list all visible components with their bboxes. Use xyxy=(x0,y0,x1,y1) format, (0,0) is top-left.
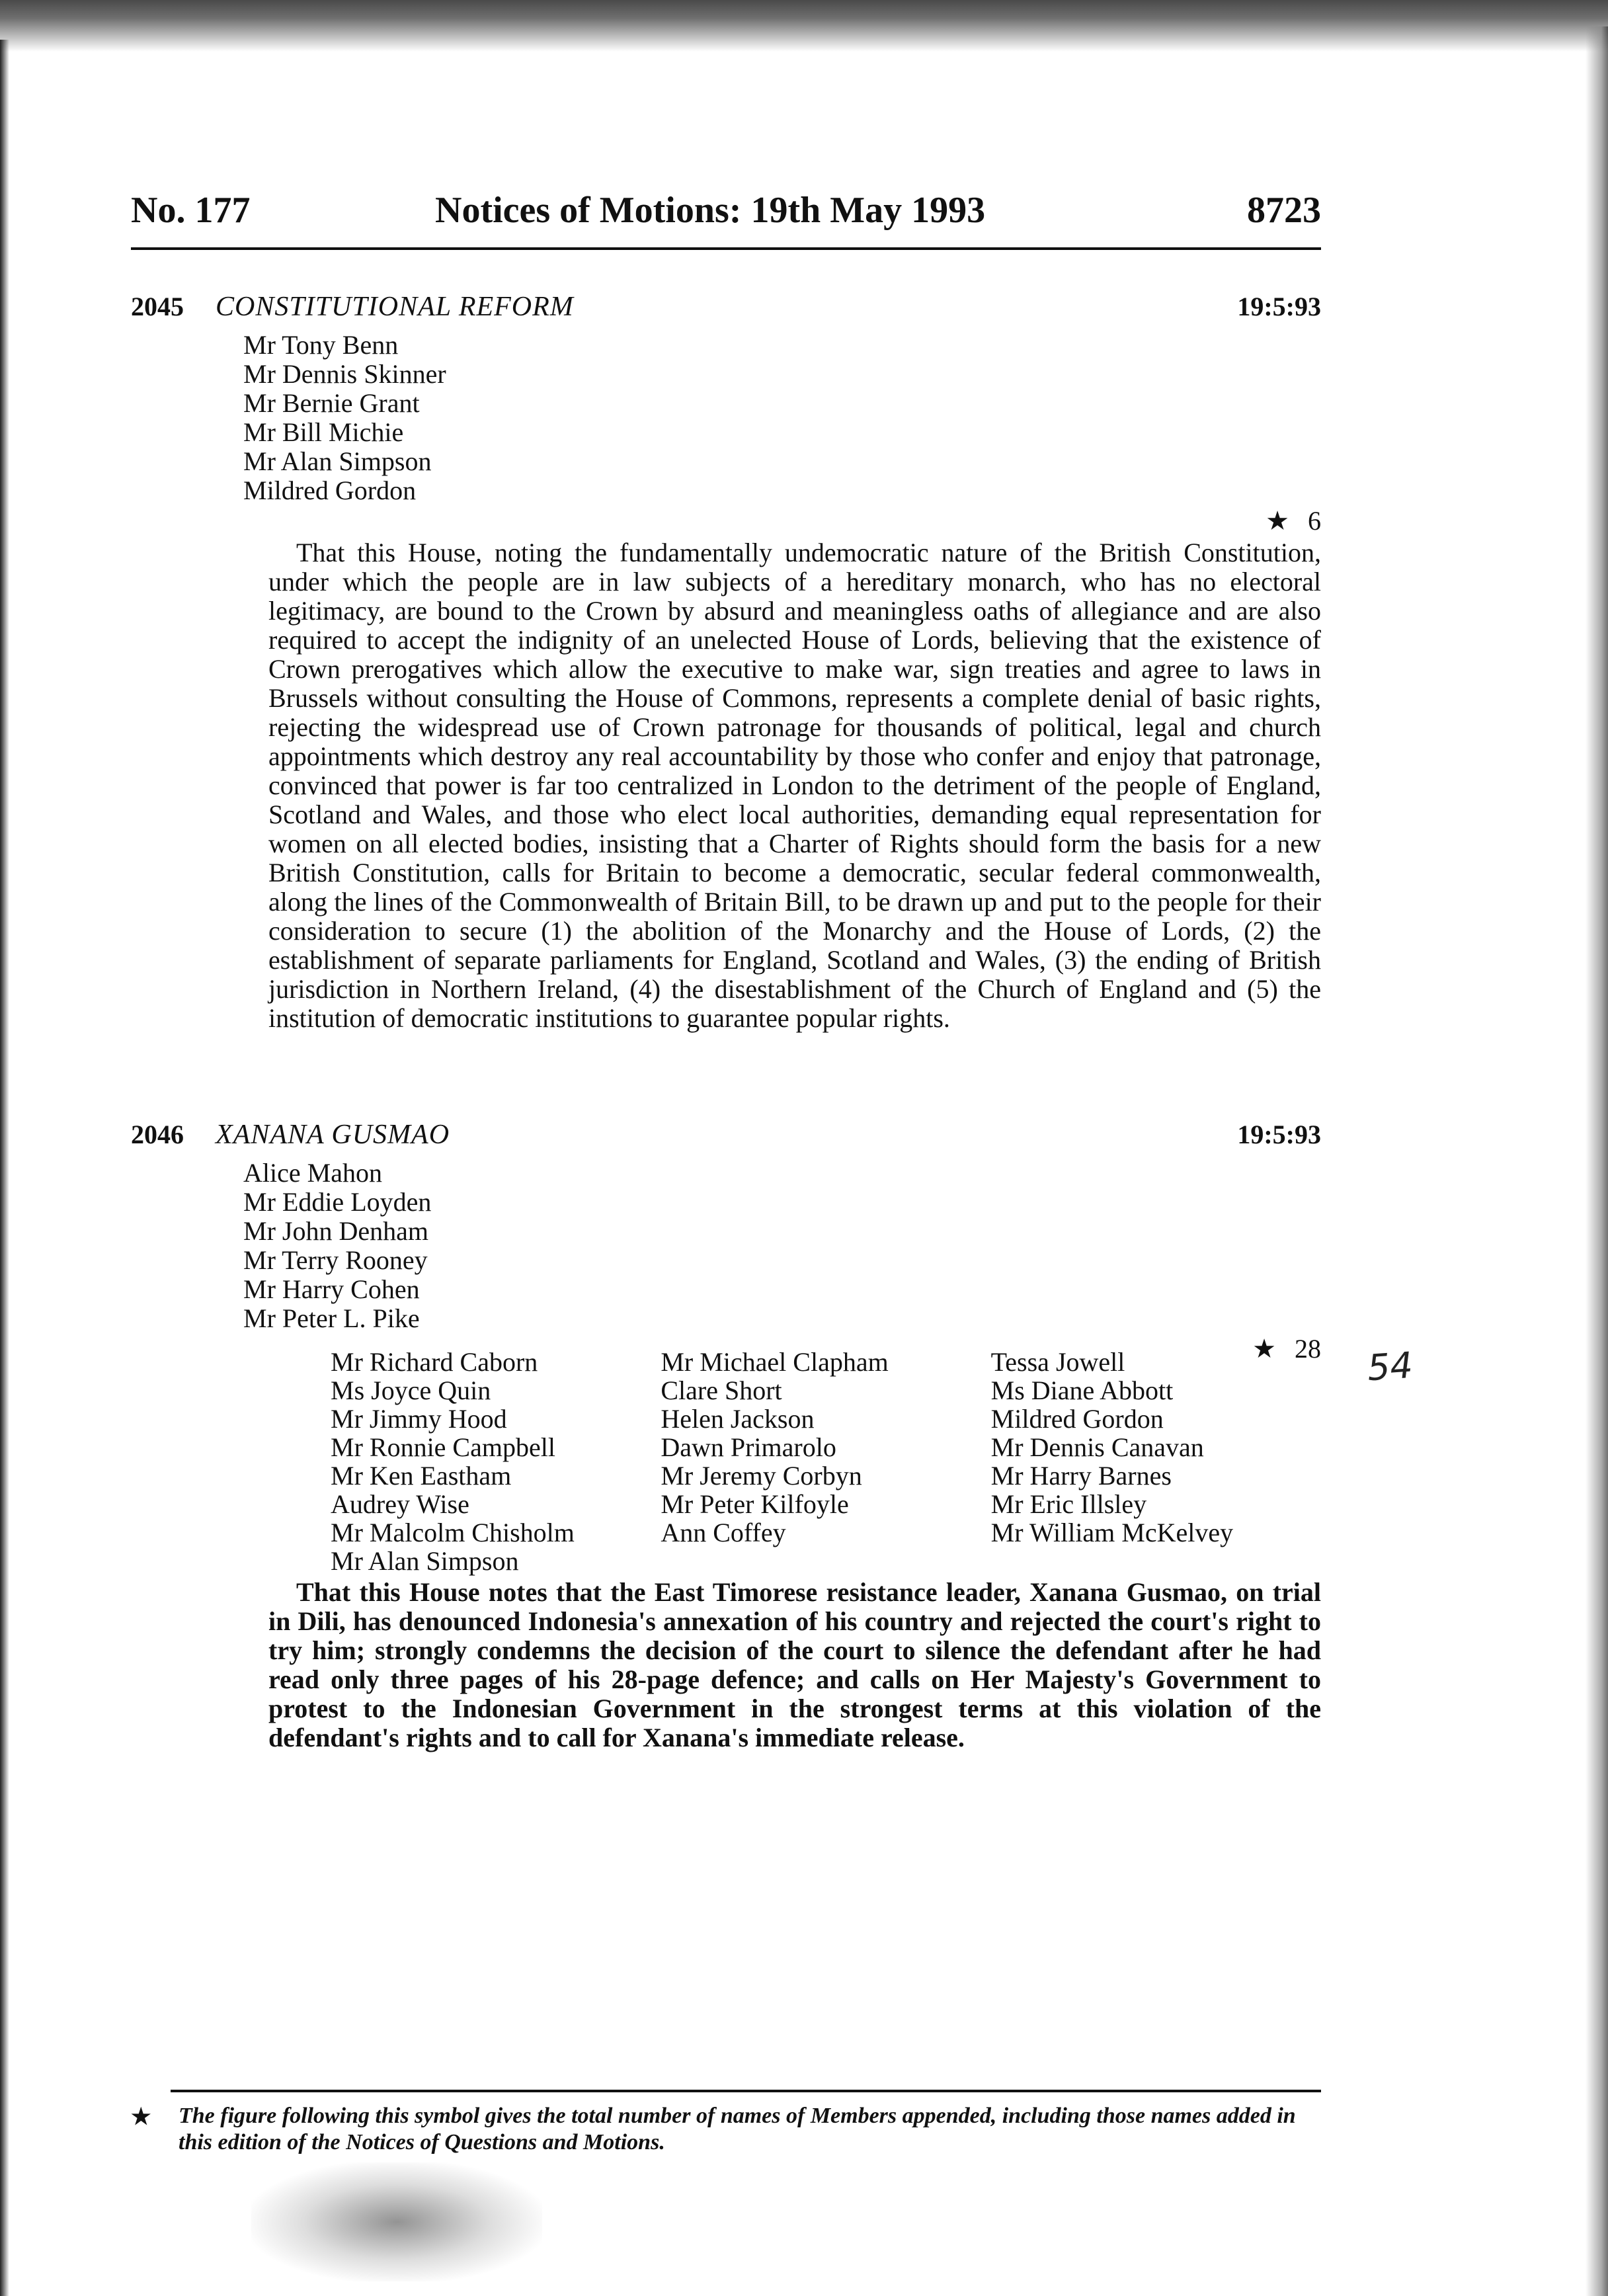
supporter-name: Mr Jimmy Hood xyxy=(331,1404,507,1434)
footnote-rule xyxy=(171,2090,1321,2092)
supporter-names xyxy=(331,1348,1321,1575)
motion-2046 xyxy=(131,1119,1321,1779)
supporter-name: Ann Coffey xyxy=(661,1518,786,1547)
supporter-name: Helen Jackson xyxy=(661,1404,815,1434)
handwritten-annotation: 54 xyxy=(1365,1344,1414,1389)
supporter-name: Mr Peter Kilfoyle xyxy=(661,1489,849,1519)
motion-text: That this House, noting the fundamentally undemocratic nature of the British Constitution, under which the people are in law subjects of a hereditary monarch, who has no electoral legitimacy, are bound to the Crown by absurd and meaningless oaths of allegiance and are also required to accept the indignity of an unelected House of Lords, believing that the existence of Crown prerogatives which allow the executive to make war, sign treaties and agree to laws in Brussels without consulting the House of Commons, represents a complete denial of basic rights, rejecting the widespread use of Crown patronage for thousands of political, legal and church appointments which destroy any real accountability by those who confer and enjoy that patronage, convinced that power is far too centralized in London to the detriment of the people of England, Scotland and Wales, and those who elect local authorities, demanding equal representation for women on all elected bodies, insisting that a Charter of Rights should form the basis for a new British Constitution, calls for Britain to become a democratic, secular federal commonwealth, along the lines of the Commonwealth of Britain Bill, to be drawn up and put to the people for their consideration to secure (1) the abolition of the Monarchy and the House of Lords, (2) the establishment of separate parliaments for England, Scotland and Wales, (3) the ending of British jurisdiction in Northern Ireland, (4) the disestablishment of the Church of England and (5) the institution of democratic institutions to guarantee popular rights. xyxy=(268,538,1321,1033)
supporter-name: Mr Malcolm Chisholm xyxy=(331,1518,575,1547)
supporter-name: Tessa Jowell xyxy=(990,1347,1125,1377)
supporter-column xyxy=(991,1348,1321,1575)
page-title: Notices of Motions: 19th May 1993 xyxy=(435,190,986,231)
motion-header xyxy=(131,1119,1321,1159)
supporter-name: Mr William McKelvey xyxy=(990,1518,1234,1547)
motion-title: CONSTITUTIONAL REFORM xyxy=(216,292,574,322)
supporter-name: Mr Ronnie Campbell xyxy=(331,1432,555,1462)
header-rule xyxy=(131,247,1321,250)
footnote-text: The figure following this symbol gives the total number of names of Members appended, including those names added in this edition of the Notices of Questions and Motions. xyxy=(179,2104,1296,2154)
supporter-column xyxy=(331,1348,661,1575)
scan-smudge xyxy=(251,2162,542,2281)
issue-number: No. 177 xyxy=(131,190,251,231)
supporter-column xyxy=(661,1348,990,1575)
motion-text: That this House notes that the East Timorese resistance leader, Xanana Gusmao, on trial in Dili, has denounced Indonesia's annexation of his country and rejected the court's right to try him; strongly condemns the decision of the court to silence the defendant after he had read only three pages of his 28-page defence; and calls on Her Majesty's Government to protest to the Indonesian Government in the strongest terms at this violation of the defendant's rights and to call for Xanana's immediate release. xyxy=(268,1577,1321,1752)
sponsor-name: Mr Eddie Loyden xyxy=(243,1187,432,1217)
star-icon: ★ xyxy=(1252,1334,1276,1364)
star-icon: ★ xyxy=(1266,506,1289,536)
supporter-name: Mr Alan Simpson xyxy=(331,1546,519,1576)
sponsor-name: Mr Dennis Skinner xyxy=(243,359,446,389)
supporter-name: Dawn Primarolo xyxy=(661,1432,836,1462)
supporter-name: Mr Harry Barnes xyxy=(990,1461,1172,1491)
sponsor-name: Mildred Gordon xyxy=(243,475,417,505)
star-icon: ★ xyxy=(131,2105,151,2129)
sponsor-list xyxy=(243,331,1321,505)
supporter-name: Mr Ken Eastham xyxy=(331,1461,512,1491)
sponsor-name: Mr Terry Rooney xyxy=(243,1245,428,1275)
supporter-name: Mildred Gordon xyxy=(990,1404,1164,1434)
supporter-name: Clare Short xyxy=(661,1375,782,1405)
sponsor-name: Mr Alan Simpson xyxy=(243,446,432,476)
motion-2045 xyxy=(131,291,1321,1059)
count-value: 28 xyxy=(1295,1334,1321,1364)
motion-date: 19:5:93 xyxy=(1237,292,1321,321)
motion-date: 19:5:93 xyxy=(1237,1120,1321,1149)
scan-border-left xyxy=(0,40,9,2296)
page-number: 8723 xyxy=(1247,190,1321,231)
supporter-name: Mr Richard Caborn xyxy=(331,1347,538,1377)
motion-number: 2045 xyxy=(131,292,184,321)
scan-border-right xyxy=(1586,26,1608,2296)
sponsor-name: Alice Mahon xyxy=(243,1158,382,1188)
page-header xyxy=(131,189,1321,242)
sponsor-name: Mr Bill Michie xyxy=(243,417,404,447)
sponsor-name: Mr John Denham xyxy=(243,1216,428,1246)
motion-header xyxy=(131,291,1321,331)
supporter-name: Mr Dennis Canavan xyxy=(990,1432,1204,1462)
sponsor-name: Mr Bernie Grant xyxy=(243,388,420,418)
supporter-name: Audrey Wise xyxy=(331,1489,469,1519)
signature-count xyxy=(131,505,1321,538)
supporter-name: Mr Eric Illsley xyxy=(990,1489,1147,1519)
supporter-name: Ms Diane Abbott xyxy=(990,1375,1174,1405)
footnote xyxy=(131,2103,1321,2156)
sponsor-name: Mr Tony Benn xyxy=(243,330,399,360)
sponsor-name: Mr Harry Cohen xyxy=(243,1274,420,1304)
sponsor-list xyxy=(243,1159,1321,1333)
count-value: 6 xyxy=(1308,506,1321,536)
motion-number: 2046 xyxy=(131,1120,184,1149)
supporter-name: Ms Joyce Quin xyxy=(331,1375,491,1405)
supporter-name: Mr Michael Clapham xyxy=(661,1347,889,1377)
sponsor-name: Mr Peter L. Pike xyxy=(243,1303,420,1333)
supporter-name: Mr Jeremy Corbyn xyxy=(661,1461,862,1491)
scan-border-top xyxy=(0,0,1608,52)
motion-title: XANANA GUSMAO xyxy=(216,1120,450,1150)
